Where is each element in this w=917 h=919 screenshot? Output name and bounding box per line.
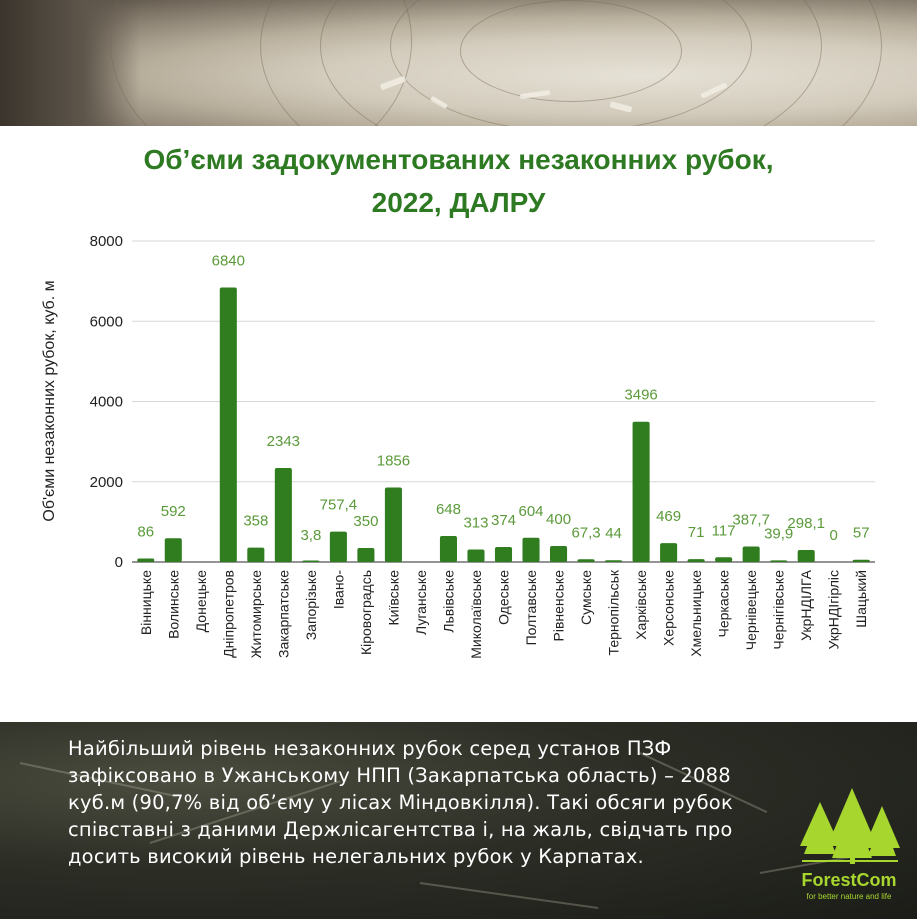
data-label: 757,4 xyxy=(319,496,358,514)
y-axis-title: Об'єми незаконних рубок, куб. м xyxy=(41,280,58,522)
x-tick-label: Закарпатське xyxy=(275,570,292,658)
x-tick-label: Тернопільськ xyxy=(605,570,622,656)
bar-19 xyxy=(633,422,650,562)
bar-13 xyxy=(467,549,484,562)
data-label: 6840 xyxy=(211,252,246,270)
bar-4 xyxy=(220,288,237,562)
y-tick-label: 4000 xyxy=(89,393,123,411)
data-label: 67,3 xyxy=(571,524,601,542)
data-label: 57 xyxy=(852,524,870,542)
chart-title-line-1: Об’єми задокументованих незаконних рубок, xyxy=(143,144,774,175)
data-label: 648 xyxy=(435,500,461,518)
bar-14 xyxy=(495,547,512,562)
bar-10 xyxy=(385,488,402,562)
data-label: 298,1 xyxy=(787,515,825,533)
logo-name: ForestCom xyxy=(801,870,897,890)
tree-logo-icon xyxy=(790,788,908,868)
y-tick-label: 6000 xyxy=(89,313,123,331)
data-label: 2343 xyxy=(266,432,301,450)
bar-25 xyxy=(798,550,815,562)
bar-5 xyxy=(247,548,264,562)
data-label: 3496 xyxy=(624,386,658,404)
x-tick-label: УкрНДІгірліс xyxy=(825,570,842,650)
bar-2 xyxy=(165,538,182,562)
bar-21 xyxy=(688,559,705,562)
data-label: 44 xyxy=(605,525,622,543)
x-tick-label: Івано- xyxy=(330,570,347,610)
bar-18 xyxy=(605,560,622,562)
bar-22 xyxy=(715,557,732,562)
bar-12 xyxy=(440,536,457,562)
y-tick-label: 8000 xyxy=(89,233,123,250)
x-tick-label: Волинське xyxy=(165,570,182,639)
bar-24 xyxy=(770,560,787,562)
bar-16 xyxy=(550,546,567,562)
data-label: 3,8 xyxy=(300,526,322,544)
data-label: 0 xyxy=(829,527,838,544)
x-tick-label: Одеське xyxy=(495,570,512,625)
bar-17 xyxy=(578,559,595,562)
x-tick-label: Вінницьке xyxy=(137,570,154,636)
x-tick-label: Донецьке xyxy=(192,570,209,633)
data-label: 1856 xyxy=(376,452,411,470)
bar-1 xyxy=(137,559,154,562)
x-tick-label: Дніпропетров xyxy=(220,570,237,658)
y-tick-label: 2000 xyxy=(89,473,123,491)
x-tick-label: Миколаївське xyxy=(467,570,484,659)
x-tick-label: Чернівецьке xyxy=(743,570,760,651)
bar-27 xyxy=(853,560,870,562)
x-tick-label: Житомирське xyxy=(247,570,264,659)
data-label: 71 xyxy=(687,524,705,542)
data-label: 374 xyxy=(490,511,517,529)
x-tick-label: Кіровоградсь xyxy=(357,570,374,656)
data-label: 604 xyxy=(518,502,544,520)
data-label: 592 xyxy=(160,503,186,521)
data-label: 86 xyxy=(137,523,155,541)
x-tick-label: Сумське xyxy=(578,570,595,625)
bar-15 xyxy=(522,538,539,562)
bar-23 xyxy=(743,546,760,562)
x-tick-label: Львівське xyxy=(440,570,457,633)
bar-20 xyxy=(660,543,677,562)
data-label: 400 xyxy=(546,510,572,528)
forestcom-logo xyxy=(790,788,908,908)
x-tick-label: Черкаське xyxy=(715,570,732,638)
bar-9 xyxy=(357,548,374,562)
x-tick-label: Запорізьке xyxy=(302,570,319,641)
bar-7 xyxy=(302,561,319,563)
x-tick-label: Київське xyxy=(385,570,402,626)
x-tick-label: Чернігівське xyxy=(770,570,787,650)
x-tick-label: Шацький xyxy=(853,570,870,628)
y-tick-label: 0 xyxy=(114,554,123,571)
x-tick-label: УкрНДІЛГА xyxy=(798,570,815,641)
data-label: 117 xyxy=(711,522,736,540)
data-label: 313 xyxy=(463,514,489,532)
data-label: 350 xyxy=(353,512,379,530)
x-tick-label: Хмельницьке xyxy=(688,570,705,657)
x-tick-label: Херсонське xyxy=(660,570,677,646)
x-tick-label: Харківське xyxy=(633,570,650,640)
data-label: 358 xyxy=(243,512,269,530)
data-label: 39,9 xyxy=(764,525,794,543)
x-tick-label: Луганське xyxy=(412,570,429,636)
data-label: 469 xyxy=(656,508,682,526)
logo-tagline: for better nature and life xyxy=(806,892,892,901)
data-label: 387,7 xyxy=(732,511,770,529)
x-tick-label: Полтавське xyxy=(523,570,540,646)
chart-title-line-2: 2022, ДАЛРУ xyxy=(371,187,546,218)
bar-6 xyxy=(275,468,292,562)
x-tick-label: Рівненське xyxy=(550,570,567,642)
caption-text: Найбільший рівень незаконних рубок серед установ ПЗФ зафіксовано в Ужанському НПП (Закарпатська область) – 2088 куб.м (90,7% від об’єму у лісах Міндовкілля). Такі обсяги рубок співставні з даними Держлісагентства і, на жаль, свідчать про досить високий рівень нелегальних рубок у Карпатах. xyxy=(68,737,733,868)
bar-8 xyxy=(330,532,347,562)
